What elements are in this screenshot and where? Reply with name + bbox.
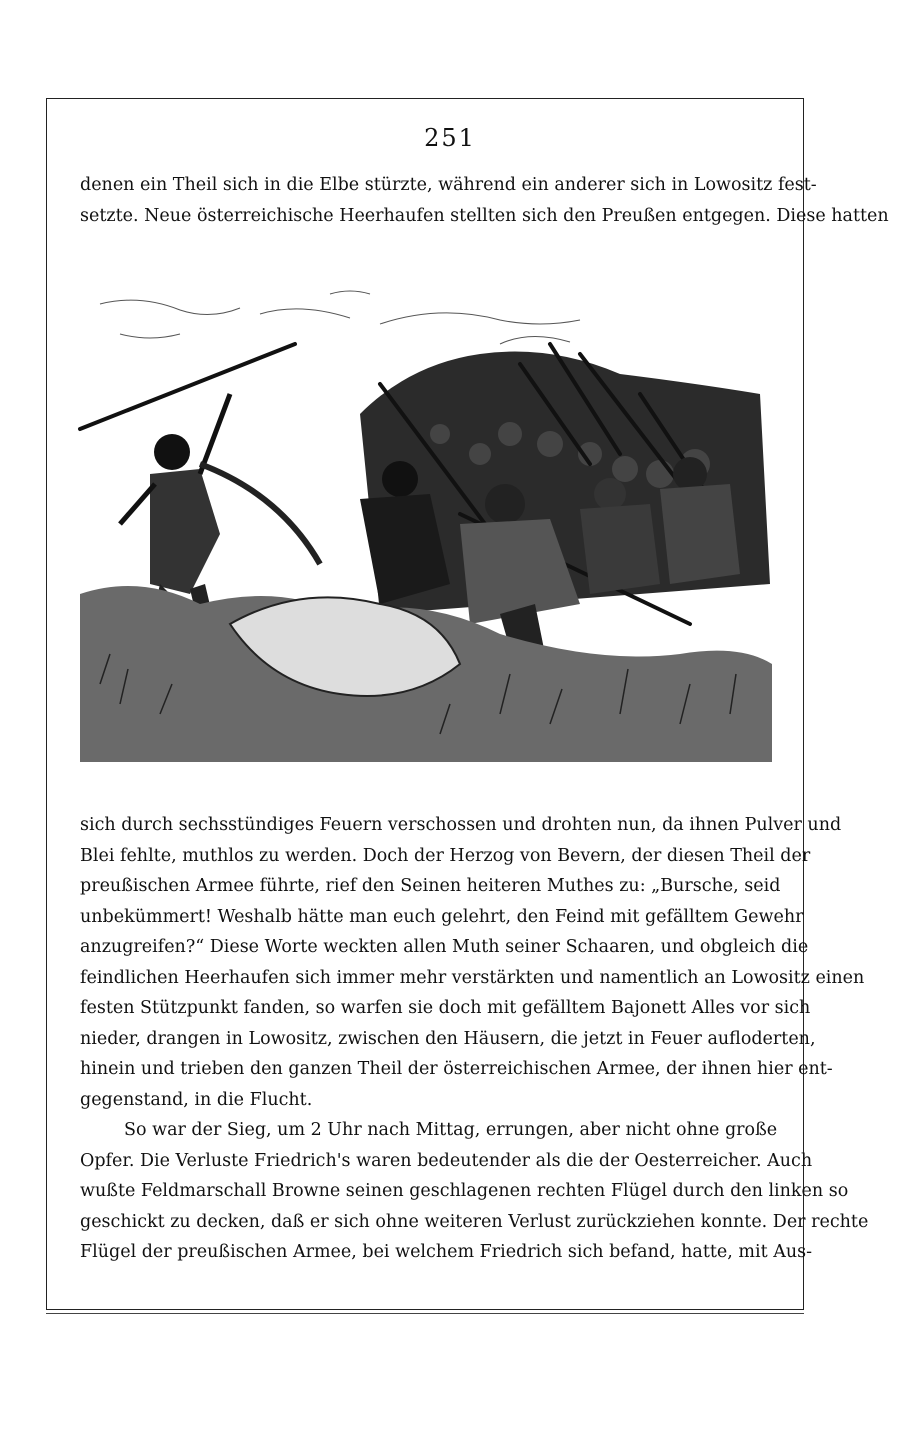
text-line: geschickt zu decken, daß er sich ohne weiteren Verlust zurückziehen konnte. Der rechte <box>80 1211 869 1232</box>
text-line: gegenstand, in die Flucht. <box>80 1089 313 1110</box>
bottom-rule <box>46 1313 804 1314</box>
text-line: sich durch sechsstündiges Feuern verschossen und drohten nun, da ihnen Pulver und <box>80 815 842 835</box>
text-line: wußte Feldmarschall Browne seinen geschlagenen rechten Flügel durch den linken so <box>80 1181 849 1201</box>
top-text-block <box>80 170 889 231</box>
battle-engraving <box>80 284 772 762</box>
text-line: denen ein Theil sich in die Elbe stürzte, während ein anderer sich in Lowositz fest- <box>80 175 817 195</box>
text-line: nieder, drangen in Lowositz, zwischen den Häusern, die jetzt in Feuer aufloderten, <box>80 1028 816 1049</box>
page-number: 251 <box>424 124 476 152</box>
body-text-block <box>80 810 869 1268</box>
text-line: preußischen Armee führte, rief den Seinen heiteren Muthes zu: „Bursche, seid <box>80 876 781 896</box>
text-line: unbekümmert! Weshalb hätte man euch gelehrt, den Feind mit gefälltem Gewehr <box>80 906 804 927</box>
text-line: festen Stützpunkt fanden, so warfen sie doch mit gefälltem Bajonett Alles vor sich <box>80 998 811 1018</box>
text-line: feindlichen Heerhaufen sich immer mehr verstärkten und namentlich an Lowositz einen <box>80 967 865 988</box>
battle-illustration <box>80 284 772 762</box>
text-line: Blei fehlte, muthlos zu werden. Doch der Herzog von Bevern, der diesen Theil der <box>80 845 811 866</box>
text-line: So war der Sieg, um 2 Uhr nach Mittag, errungen, aber nicht ohne große <box>124 1120 778 1140</box>
text-line: setzte. Neue österreichische Heerhaufen stellten sich den Preußen entgegen. Diese hatten <box>80 205 889 226</box>
text-line: anzugreifen?“ Diese Worte weckten allen Muth seiner Schaaren, und obgleich die <box>80 937 809 957</box>
text-line: Opfer. Die Verluste Friedrich's waren bedeutender als die der Oesterreicher. Auch <box>80 1150 813 1171</box>
text-line: Flügel der preußischen Armee, bei welchem Friedrich sich befand, hatte, mit Aus- <box>80 1242 812 1262</box>
text-line: hinein und trieben den ganzen Theil der österreichischen Armee, der ihnen hier ent- <box>80 1059 833 1079</box>
smoke-hatching <box>100 291 580 344</box>
